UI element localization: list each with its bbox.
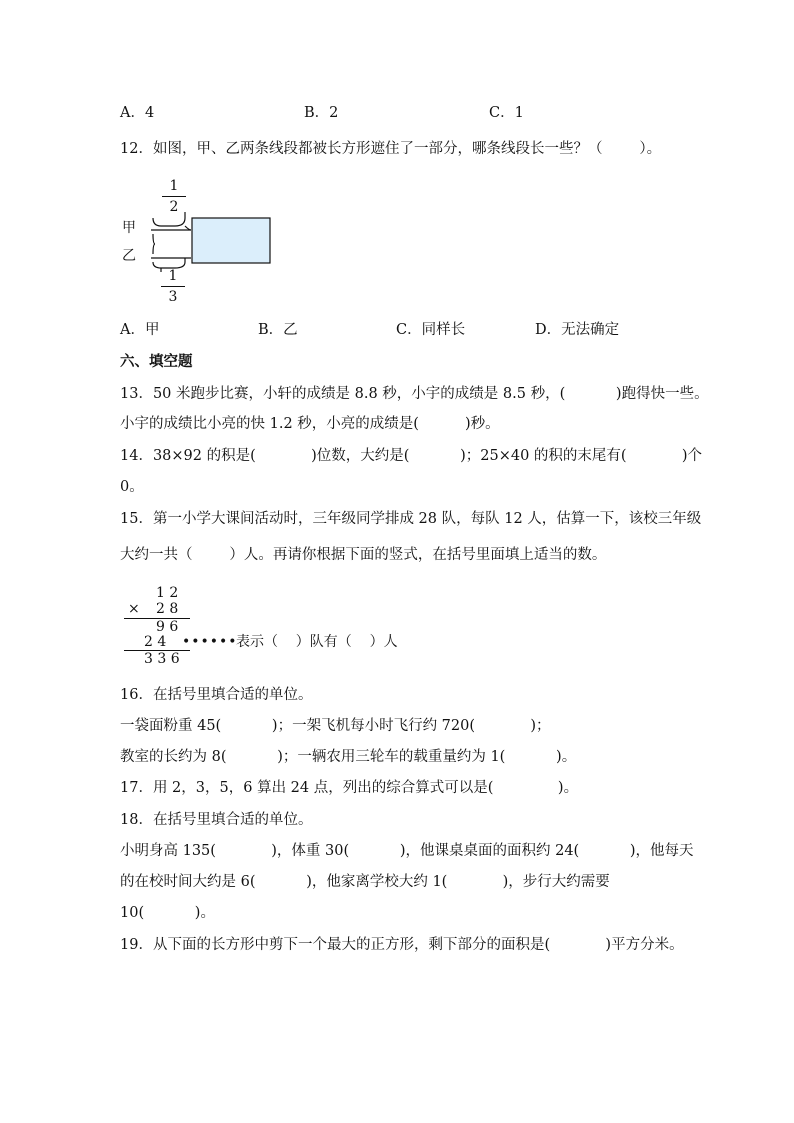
cover-rectangle — [192, 218, 270, 263]
q18-line-1: 18．在括号里填合适的单位。 — [120, 812, 313, 828]
q15-line-1: 15．第一小学大课间活动时，三年级同学排成 28 队，每队 12 人，估算一下，该校三年级 — [120, 511, 702, 527]
calc-dots: •••••• — [182, 634, 238, 650]
calc-multiplicand: 1 2 — [156, 585, 179, 601]
q11-option-b: B．2 — [304, 105, 339, 121]
fraction-one-third — [161, 268, 185, 305]
calc-times-sign: × — [128, 601, 140, 617]
fraction-top-denominator: 2 — [169, 199, 179, 215]
q19-line: 19．从下面的长方形中剪下一个最大的正方形，剩下部分的面积是( )平方分米。 — [120, 937, 684, 953]
q16-line-1: 16．在括号里填合适的单位。 — [120, 687, 313, 703]
fraction-top-numerator: 1 — [169, 178, 179, 194]
upper-brace — [153, 218, 175, 226]
q16-line-2: 一袋面粉重 45( )；一架飞机每小时飞行约 720( )； — [120, 718, 551, 734]
section-title: 六、填空题 — [120, 354, 193, 370]
fraction-bottom-denominator: 3 — [168, 289, 178, 305]
fraction-bottom-numerator: 1 — [168, 268, 178, 284]
q12-option-c: C．同样长 — [396, 322, 466, 338]
q11-option-a: A．4 — [120, 105, 155, 121]
vertical-multiplication — [120, 583, 440, 668]
label-yi: 乙 — [122, 248, 136, 264]
q12-option-b: B．乙 — [258, 322, 298, 338]
calc-partial-2: 2 4 — [144, 634, 167, 650]
q14-line-1: 14．38×92 的积是( )位数，大约是( )；25×40 的积的末尾有( )个 — [120, 448, 703, 464]
q16-line-3: 教室的长约为 8( )；一辆农用三轮车的载重量约为 1( )。 — [120, 749, 577, 765]
q14-line-2: 0。 — [120, 479, 144, 495]
q11-option-c: C．1 — [489, 105, 524, 121]
calc-multiplier: 2 8 — [156, 601, 179, 617]
segment-brace-diagram — [115, 178, 285, 308]
q12-question: 12．如图，甲、乙两条线段都被长方形遮住了一部分，哪条线段长一些？（ ）。 — [120, 141, 662, 157]
calc-product: 3 3 6 — [144, 651, 180, 667]
q12-figure — [115, 178, 285, 308]
q15-line-2: 大约一共（ ）人。再请你根据下面的竖式，在括号里面填上适当的数。 — [120, 547, 607, 563]
label-jia: 甲 — [122, 220, 136, 236]
q18-line-4: 10( )。 — [120, 905, 215, 921]
q13-line-2: 小宇的成绩比小亮的快 1.2 秒，小亮的成绩是( )秒。 — [120, 416, 500, 432]
q17-line: 17．用 2，3，5，6 算出 24 点，列出的综合算式可以是( )。 — [120, 780, 579, 796]
q18-line-2: 小明身高 135( )，体重 30( )，他课桌桌面的面积约 24( )，他每天 — [120, 843, 694, 859]
calc-partial-1: 9 6 — [156, 619, 179, 635]
q13-line-1: 13．50 米跑步比赛，小轩的成绩是 8.8 秒，小宇的成绩是 8.5 秒，( )跑得快一些。 — [120, 386, 709, 402]
q12-option-a: A．甲 — [120, 322, 160, 338]
calc-note: 表示（ ）队有（ ）人 — [236, 634, 398, 650]
q12-option-d: D．无法确定 — [535, 322, 620, 338]
q18-line-3: 的在校时间大约是 6( )，他家离学校大约 1( )，步行大约需要 — [120, 874, 610, 890]
